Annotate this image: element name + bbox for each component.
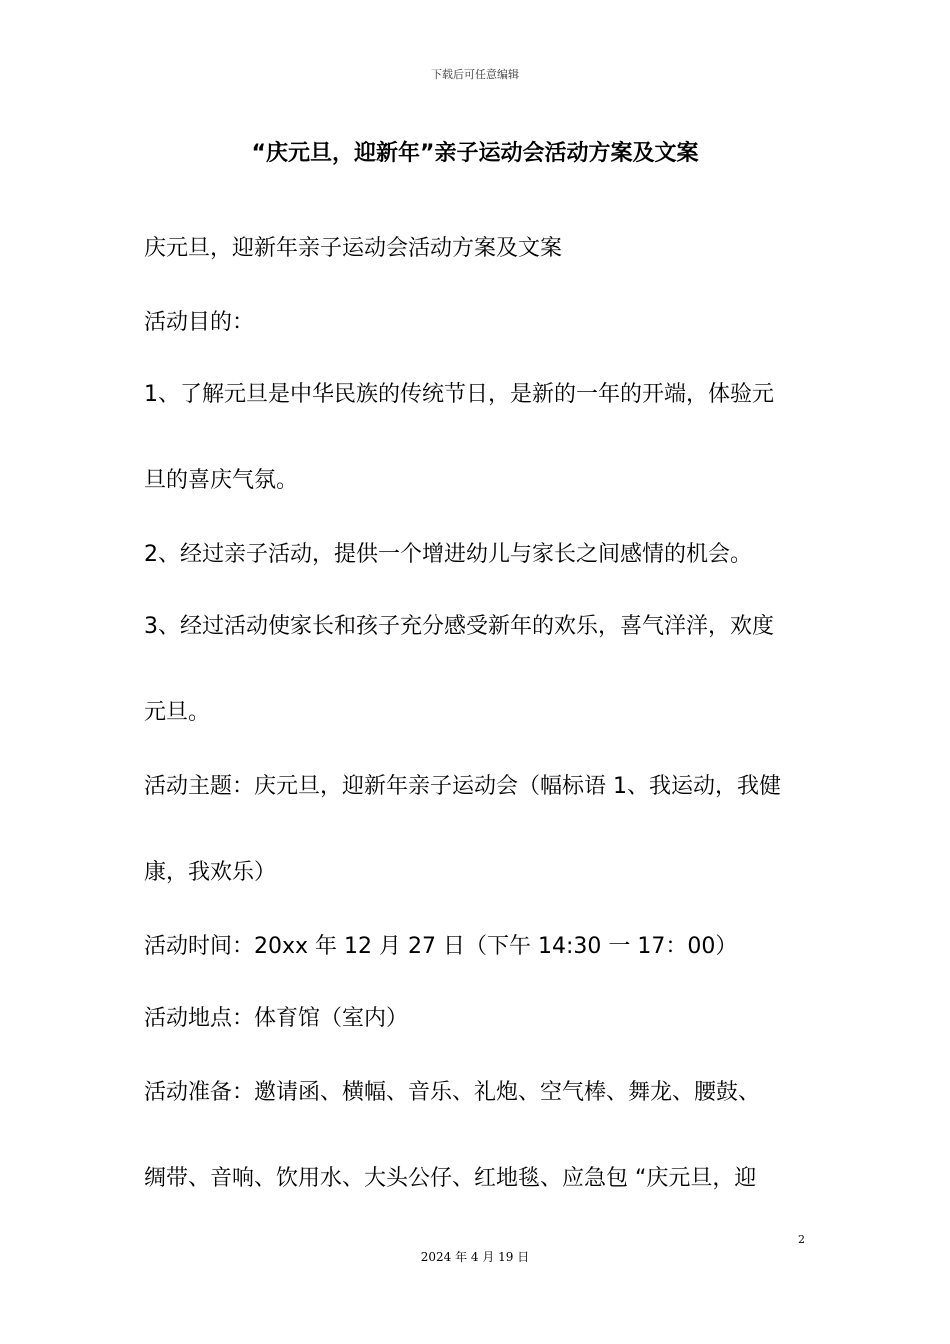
paragraph-line: 庆元旦，迎新年亲子运动会活动方案及文案 [144,236,563,261]
paragraph-line: 活动目的： [144,310,255,335]
paragraph-line: 旦的喜庆气氛。 [144,468,299,493]
paragraph-line: 绸带、音响、饮用水、大头公仔、红地毯、应急包 “庆元旦，迎 [144,1166,757,1191]
paragraph-line: 3、经过活动使家长和孩子充分感受新年的欢乐，喜气洋洋，欢度 [144,614,774,639]
paragraph-line: 活动主题：庆元旦，迎新年亲子运动会（幅标语 1、我运动，我健 [144,774,781,799]
paragraph-line: 活动时间：20xx 年 12 月 27 日（下午 14:30 一 17：00） [144,934,738,959]
paragraph-line: 活动地点：体育馆（室内） [144,1006,409,1031]
paragraph-line: 活动准备：邀请函、横幅、音乐、礼炮、空气棒、舞龙、腰鼓、 [144,1080,761,1105]
paragraph-line: 康，我欢乐） [144,860,277,885]
paragraph-line: 1、了解元旦是中华民族的传统节日，是新的一年的开端，体验元 [144,382,774,407]
page-number: 2 [798,1233,805,1246]
document-title: “庆元旦，迎新年”亲子运动会活动方案及文案 [251,141,699,166]
paragraph-line: 元旦。 [144,700,211,725]
header-note: 下载后可任意编辑 [431,68,519,81]
footer-date: 2024 年 4 月 19 日 [420,1250,530,1264]
paragraph-line: 2、经过亲子活动，提供一个增进幼儿与家长之间感情的机会。 [144,542,752,567]
